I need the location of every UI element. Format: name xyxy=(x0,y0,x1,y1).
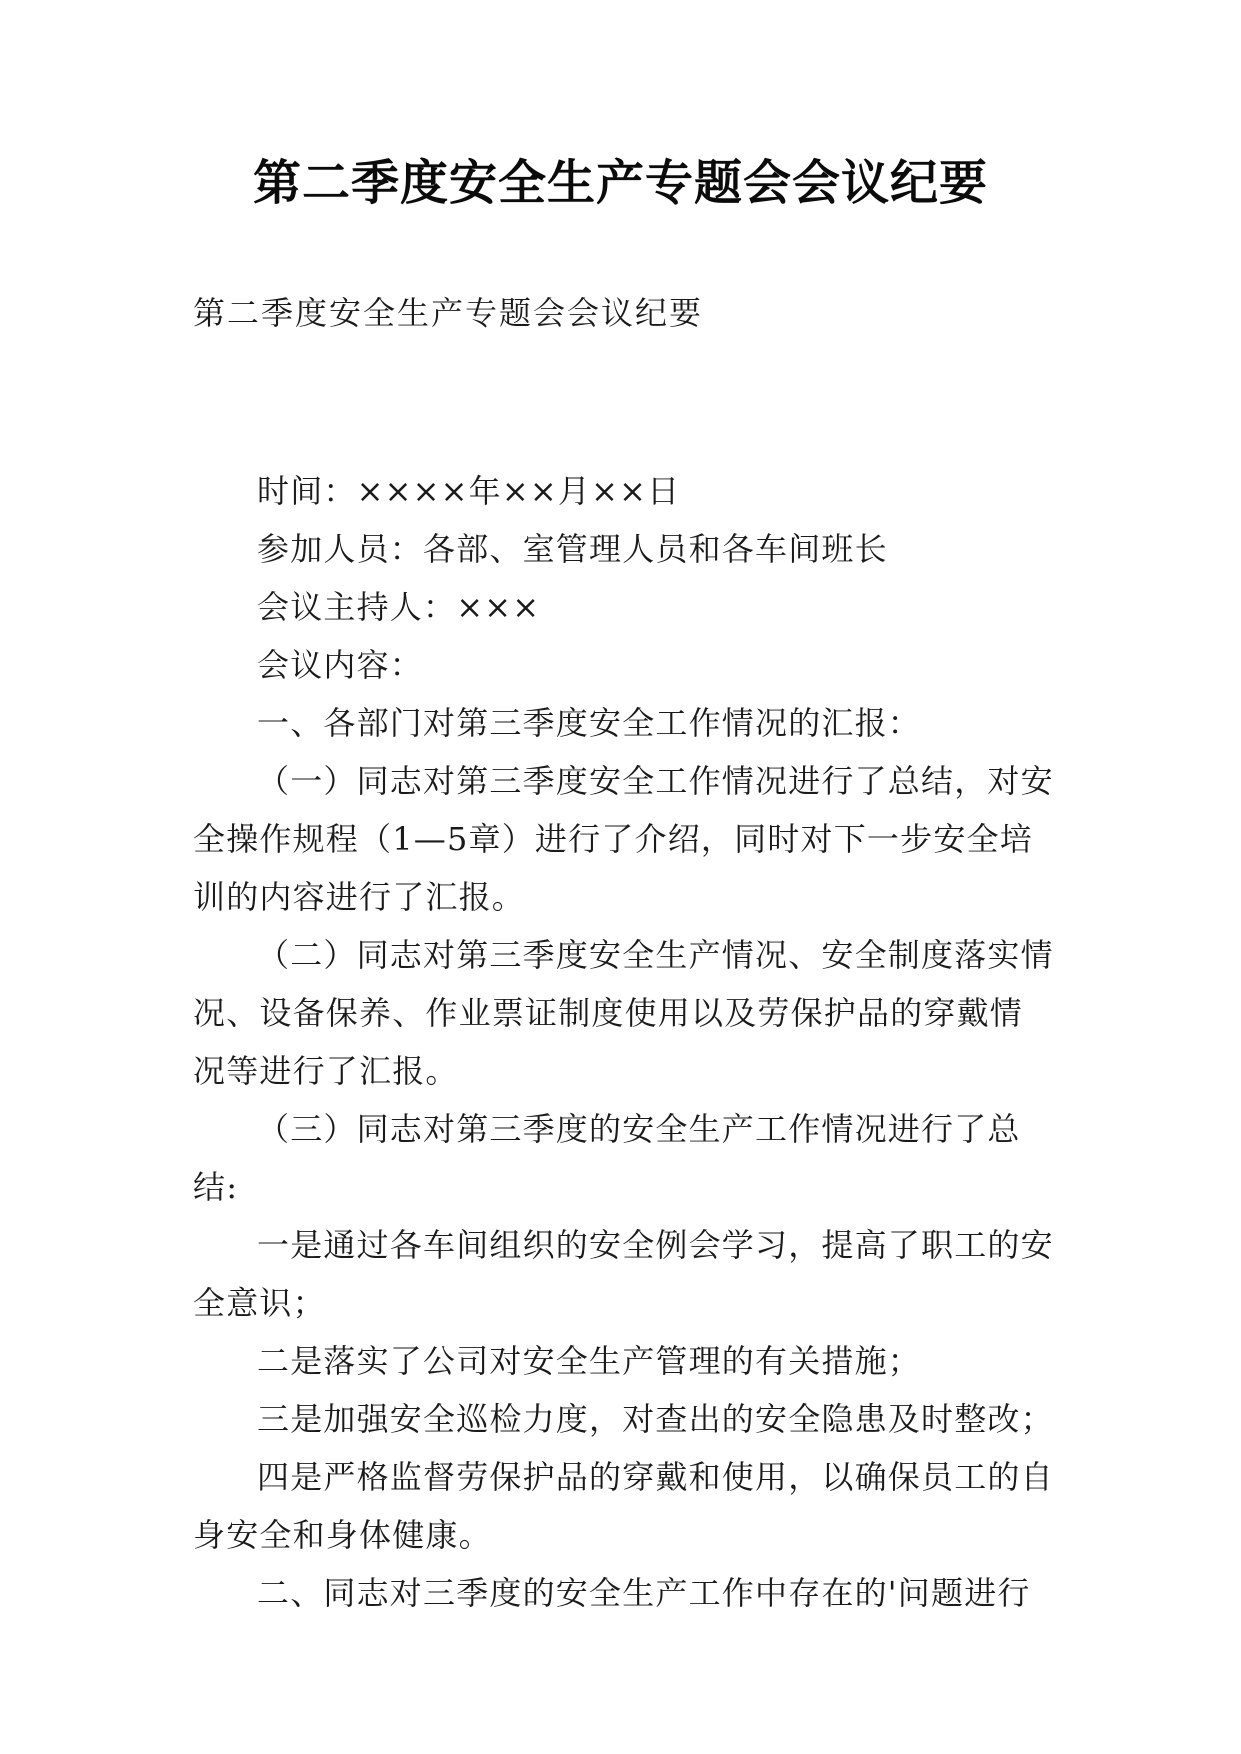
document-title: 第二季度安全生产专题会会议纪要 xyxy=(252,155,988,211)
paragraph-section-two: 二、同志对三季度的安全生产工作中存在的'问题进行 xyxy=(257,1574,1031,1612)
document-body xyxy=(193,462,1055,1622)
paragraph-section-one: 一、各部门对第三季度安全工作情况的汇报： xyxy=(257,704,922,742)
paragraph-attendees: 参加人员：各部、室管理人员和各车间班长 xyxy=(257,530,888,568)
paragraph-item-1: （一）同志对第三季度安全工作情况进行了总结，对安全操作规程（1—5章）进行了介绍，同时对下一步安全培训的内容进行了汇报。 xyxy=(193,762,1054,916)
paragraph-point-1: 一是通过各车间组织的安全例会学习，提高了职工的安全意识； xyxy=(193,1226,1054,1322)
paragraph-point-2: 二是落实了公司对安全生产管理的有关措施； xyxy=(257,1342,922,1380)
paragraph-content-heading: 会议内容： xyxy=(257,646,424,684)
paragraph-item-3: （三）同志对第三季度的安全生产工作情况进行了总结: xyxy=(193,1110,1021,1206)
paragraph-time: 时间：××××年××月××日 xyxy=(257,472,681,510)
paragraph-item-2: （二）同志对第三季度安全生产情况、安全制度落实情况、设备保养、作业票证制度使用以及劳保护品的穿戴情况等进行了汇报。 xyxy=(193,936,1054,1090)
paragraph-point-3: 三是加强安全巡检力度，对查出的安全隐患及时整改； xyxy=(257,1400,1054,1438)
document-subtitle: 第二季度安全生产专题会会议纪要 xyxy=(193,294,704,332)
paragraph-point-4: 四是严格监督劳保护品的穿戴和使用，以确保员工的自身安全和身体健康。 xyxy=(193,1458,1054,1554)
paragraph-host: 会议主持人：××× xyxy=(257,588,541,626)
